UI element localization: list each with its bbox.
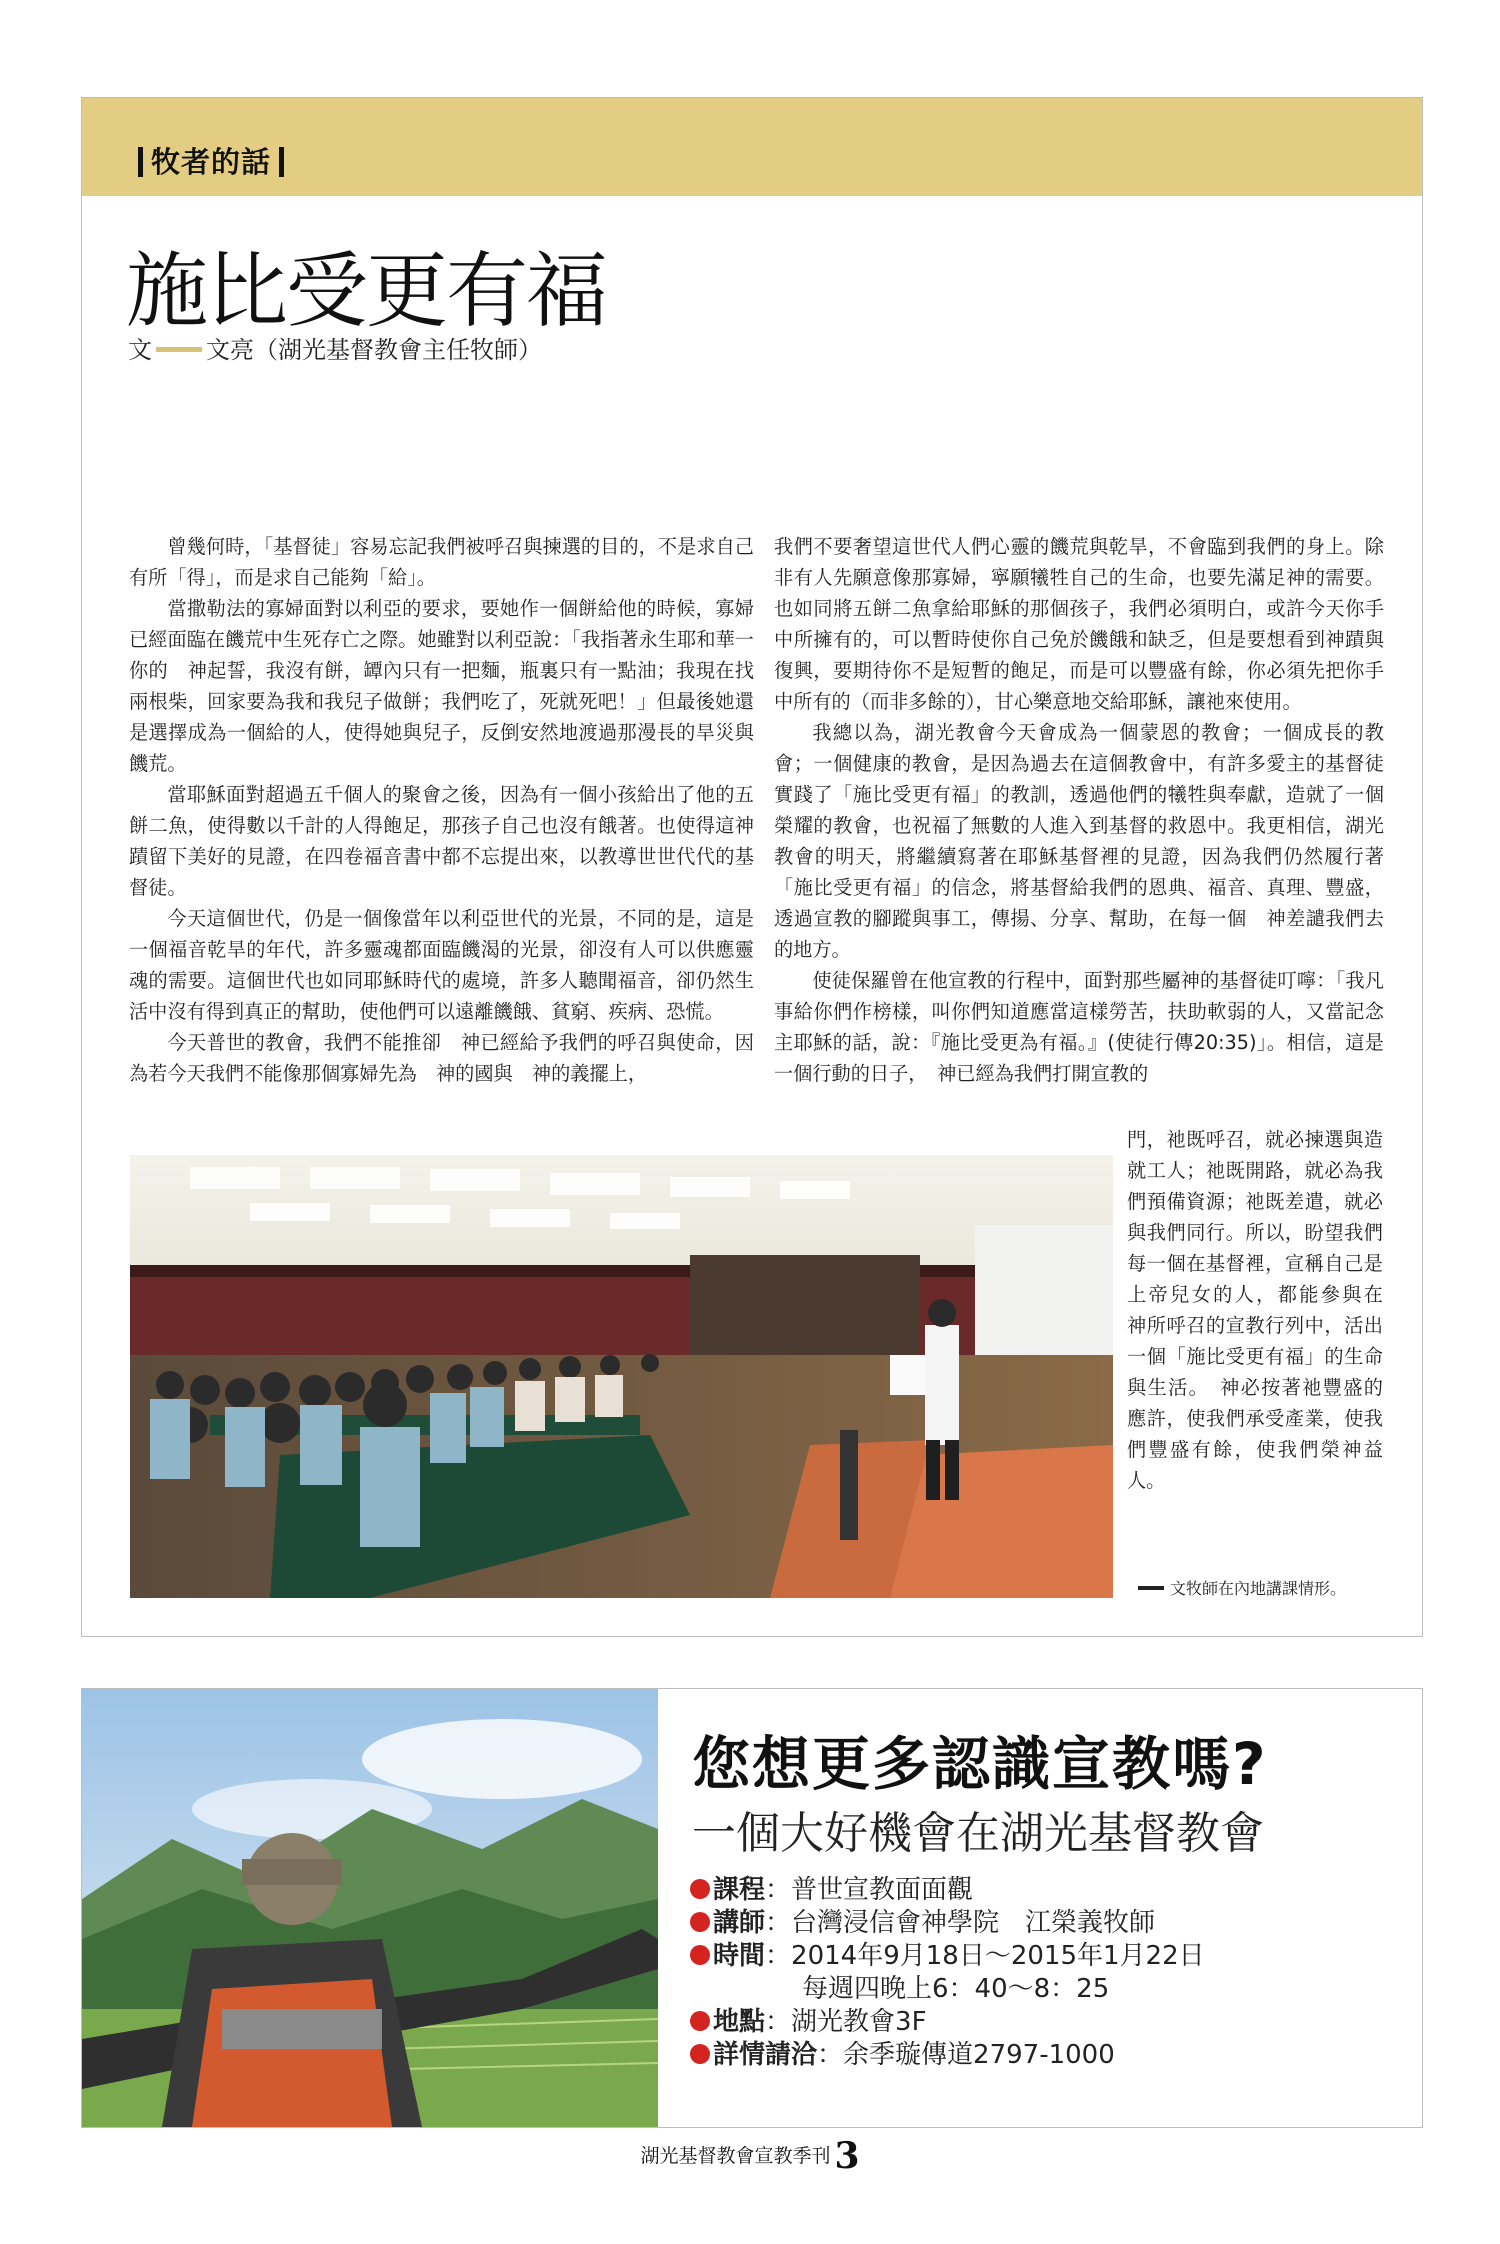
ad-item-time-weekly bbox=[690, 1973, 1205, 2006]
section-label bbox=[130, 140, 292, 181]
ad-item-value: 台灣浸信會神學院 江榮義牧師 bbox=[791, 1908, 1156, 1938]
page-footer bbox=[0, 2135, 1500, 2177]
ad-item-key: 講師 bbox=[713, 1908, 766, 1938]
bullet-icon bbox=[690, 1879, 710, 1899]
paragraph: 當耶穌面對超過五千個人的聚會之後，因為有一個小孩給出了他的五餅二魚，使得數以千計的人得飽足，那孩子自己也沒有餓著。也使得這神蹟留下美好的見證，在四卷福音書中都不忘提出來，以教導世世代代的基督徒。 bbox=[129, 783, 754, 899]
article-title: 施比受更有福 bbox=[126, 244, 607, 339]
mountain-photo bbox=[82, 1689, 658, 2127]
caption-text: 文牧師在內地講課情形。 bbox=[1170, 1579, 1347, 1598]
ad-item-speaker: 講師：台灣浸信會神學院 江榮義牧師 bbox=[690, 1907, 1205, 1940]
ad-item-value: 每週四晚上6：40～8：25 bbox=[802, 1974, 1110, 2004]
paragraph: 門，祂既呼召，就必揀選與造就工人；祂既開路，就必為我們預備資源；祂既差遣，就必與我們同行。所以，盼望我們每一個在基督裡，宣稱自己是上帝兒女的人，都能參與在 神所呼召的宣教行列中，活出一個「施比受更有福」的生命與生活。 神必按著祂豐盛的應許，使我們承受產業，使我們豐盛有餘，使我們榮神益人。 bbox=[1127, 1128, 1403, 1492]
article-column-left bbox=[129, 531, 754, 1089]
byline bbox=[128, 330, 542, 365]
ad-item-value: 湖光教會3F bbox=[791, 2007, 927, 2037]
bullet-icon bbox=[690, 2044, 710, 2064]
ad-item-key: 時間 bbox=[713, 1941, 766, 1971]
ad-item-value: 余季璇傳道2797-1000 bbox=[843, 2040, 1115, 2070]
page-number: 3 bbox=[834, 2135, 860, 2177]
lecture-photo-illustration bbox=[130, 1155, 1113, 1598]
ad-details bbox=[690, 1874, 1205, 2072]
mountain-photo-illustration bbox=[82, 1689, 658, 2127]
ad-item-value: 普世宣教面面觀 bbox=[791, 1875, 974, 1905]
ad-item-key: 地點 bbox=[713, 2007, 766, 2037]
ad-item-contact: 詳情請洽：余季璇傳道2797-1000 bbox=[690, 2039, 1205, 2072]
ad-item-value: 2014年9月18日～2015年1月22日 bbox=[791, 1941, 1205, 1971]
paragraph: 今天普世的教會，我們不能推卻 神已經給予我們的呼召與使命，因為若今天我們不能像那個寡婦先為 神的國與 神的義擺上， bbox=[129, 1031, 754, 1085]
bullet-icon bbox=[690, 2011, 710, 2031]
paragraph: 今天這個世代，仍是一個像當年以利亞世代的光景，不同的是，這是一個福音乾旱的年代，許多靈魂都面臨饑渴的光景，卻沒有人可以供應靈魂的需要。這個世代也如同耶穌時代的處境，許多人聽聞福音，卻仍然生活中沒有得到真正的幫助，使他們可以遠離饑餓、貧窮、疾病、恐慌。 bbox=[129, 907, 754, 1023]
byline-author: 文亮（湖光基督教會主任牧師） bbox=[206, 336, 542, 364]
paragraph: 使徒保羅曾在他宣教的行程中，面對那些屬神的基督徒叮嚀：「我凡事給你們作榜樣，叫你們知道應當這樣勞苦，扶助軟弱的人，又當記念主耶穌的話，說：『施比受更為有福。』(使徒行傳20:35)」。相信，這是一個行動的日子， 神已經為我們打開宣教的 bbox=[774, 969, 1384, 1085]
ad-subheadline: 一個大好機會在湖光基督教會 bbox=[692, 1808, 1264, 1859]
byline-prefix: 文 bbox=[128, 336, 152, 364]
photo-caption bbox=[1138, 1576, 1346, 1599]
paragraph: 當撒勒法的寡婦面對以利亞的要求，要她作一個餅給他的時候，寡婦已經面臨在饑荒中生死存亡之際。她雖對以利亞說：「我指著永生耶和華一你的 神起誓，我沒有餅，罈內只有一把麵，瓶裏只有一點油；我現在找兩根柴，回家要為我和我兒子做餅；我們吃了，死就死吧！」但最後她還是選擇成為一個給的人，使得她與兒子，反倒安然地渡過那漫長的旱災與饑荒。 bbox=[129, 597, 754, 775]
section-header-bar bbox=[82, 98, 1422, 196]
section-label-text: 牧者的話 bbox=[151, 145, 272, 179]
bullet-icon bbox=[690, 1945, 710, 1965]
missions-course-ad bbox=[81, 1688, 1423, 2128]
lecture-photo bbox=[130, 1155, 1113, 1598]
paragraph: 曾幾何時，「基督徒」容易忘記我們被呼召與揀選的目的，不是求自己有所「得」，而是求自己能夠「給」。 bbox=[129, 535, 754, 589]
ad-item-course: 課程：普世宣教面面觀 bbox=[690, 1874, 1205, 1907]
bullet-icon bbox=[690, 1912, 710, 1932]
ad-item-time: 時間：2014年9月18日～2015年1月22日 bbox=[690, 1940, 1205, 1973]
article-column-right bbox=[774, 531, 1384, 1089]
article-panel bbox=[81, 97, 1423, 1637]
byline-dash bbox=[156, 347, 202, 352]
ad-item-key: 課程 bbox=[713, 1875, 766, 1905]
caption-dash bbox=[1138, 1586, 1164, 1590]
paragraph: 我們不要奢望這世代人們心靈的饑荒與乾旱，不會臨到我們的身上。除非有人先願意像那寡婦，寧願犧牲自己的生命，也要先滿足神的需要。也如同將五餅二魚拿給耶穌的那個孩子，我們必須明白，或許今天你手中所擁有的，可以暫時使你自己免於饑餓和缺乏，但是要想看到神蹟與復興，要期待你不是短暫的飽足，而是可以豐盛有餘，你必須先把你手中所有的（而非多餘的），甘心樂意地交給耶穌，讓祂來使用。 bbox=[774, 535, 1384, 713]
divider bbox=[138, 147, 143, 177]
paragraph: 我總以為，湖光教會今天會成為一個蒙恩的教會；一個成長的教會；一個健康的教會，是因為過去在這個教會中，有許多愛主的基督徒實踐了「施比受更有福」的教訓，透過他們的犧牲與奉獻，造就了一個榮耀的教會，也祝福了無數的人進入到基督的救恩中。我更相信，湖光教會的明天，將繼續寫著在耶穌基督裡的見證，因為我們仍然履行著「施比受更有福」的信念，將基督給我們的恩典、福音、真理、豐盛，透過宣教的腳蹤與事工，傳揚、分享、幫助，在每一個 神差譴我們去的地方。 bbox=[774, 721, 1384, 961]
article-column-wrap bbox=[1127, 1124, 1403, 1496]
ad-item-location: 地點：湖光教會3F bbox=[690, 2006, 1205, 2039]
ad-item-key: 詳情請洽 bbox=[713, 2040, 818, 2070]
ad-headline: 您想更多認識宣教嗎? bbox=[692, 1730, 1268, 1798]
divider bbox=[279, 147, 284, 177]
publication-name: 湖光基督教會宣教季刊 bbox=[640, 2145, 831, 2167]
